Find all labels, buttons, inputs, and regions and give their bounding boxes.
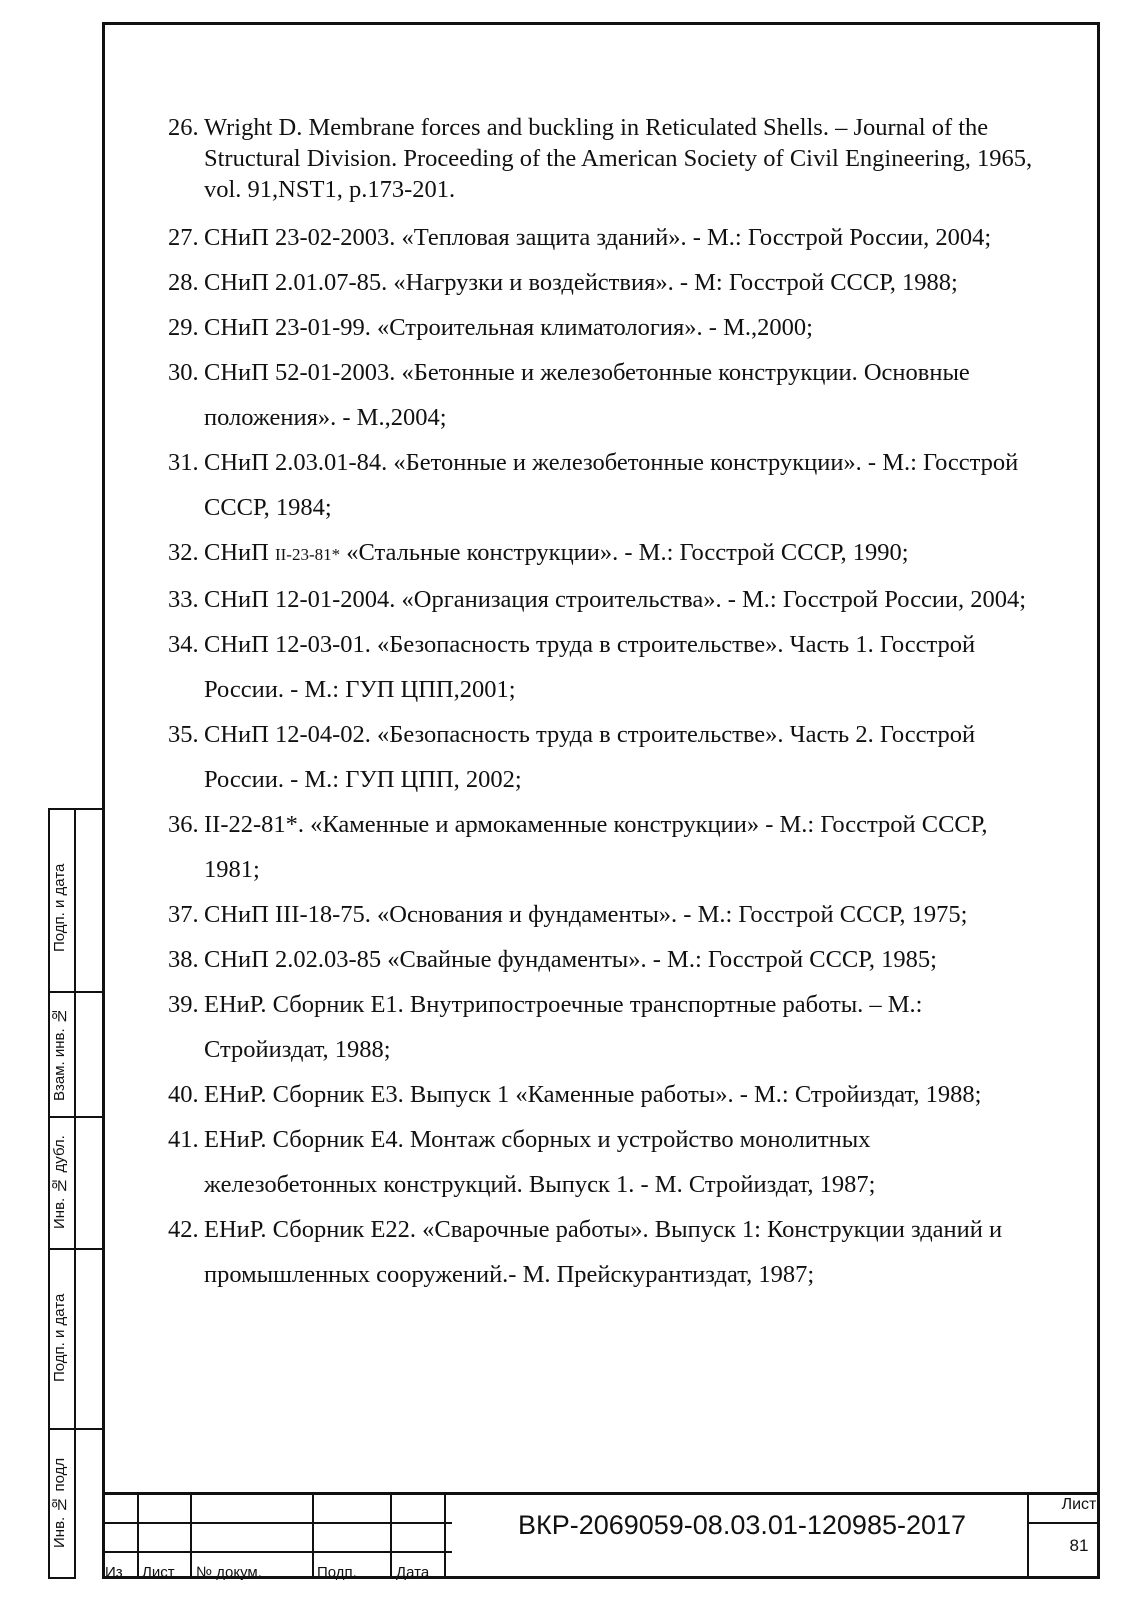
reference-item xyxy=(168,622,1048,712)
reference-number: 32. xyxy=(168,539,199,566)
reference-text: СНиП 12-03-01. «Безопасность труда в строительстве». Часть 1. Госстрой России. - М.: ГУП ЦПП,2001; xyxy=(204,631,976,703)
reference-number: 27. xyxy=(168,224,199,251)
reference-item xyxy=(168,440,1048,530)
document-code: ВКР-2069059-08.03.01-120985-2017 xyxy=(517,1510,967,1540)
reference-item xyxy=(168,1072,1048,1117)
reference-item xyxy=(168,577,1048,622)
reference-text: ЕНиР. Сборник Е22. «Сварочные работы». Выпуск 1: Конструкции зданий и промышленных сооружений.- М. Прейскурантиздат, 1987; xyxy=(204,1216,1003,1288)
reference-item xyxy=(168,350,1048,440)
reference-text: ЕНиР. Сборник Е4. Монтаж сборных и устройство монолитных железобетонных конструкций. Выпуск 1. - М. Стройиздат, 1987; xyxy=(204,1126,876,1198)
reference-number: 29. xyxy=(168,314,199,341)
stamp-col-data: Дата xyxy=(396,1564,430,1581)
reference-number: 33. xyxy=(168,586,199,613)
reference-number: 28. xyxy=(168,269,199,296)
side-label-inv-dubl: Инв. № дубл. xyxy=(51,1135,68,1229)
reference-number: 37. xyxy=(168,901,199,928)
reference-text: СНиП 2.03.01-84. «Бетонные и железобетонные конструкции». - М.: Госстрой СССР, 1984; xyxy=(204,449,1019,521)
reference-item xyxy=(168,305,1048,350)
reference-item xyxy=(168,112,1048,205)
reference-text: II-22-81*. «Каменные и армокаменные конструкции» - М.: Госстрой СССР, 1981; xyxy=(204,811,988,883)
reference-text: СНиП 12-01-2004. «Организация строительства». - М.: Госстрой России, 2004; xyxy=(204,586,1027,613)
side-label-podp-data-2: Подп. и дата xyxy=(51,1293,68,1383)
reference-item xyxy=(168,1207,1048,1297)
reference-text: СНиП 12-04-02. «Безопасность труда в строительстве». Часть 2. Госстрой России. - М.: ГУП ЦПП, 2002; xyxy=(204,721,976,793)
reference-item xyxy=(168,937,1048,982)
side-label-podp-data-1: Подп. и дата xyxy=(51,863,68,953)
reference-text: СНиП xyxy=(204,539,275,566)
reference-number: 34. xyxy=(168,631,199,658)
reference-text: ЕНиР. Сборник Е1. Внутрипостроечные транспортные работы. – М.: Стройиздат, 1988; xyxy=(204,991,923,1063)
sheet-label: Лист xyxy=(1061,1496,1097,1513)
side-label-vzam-inv: Взам. инв. № xyxy=(51,1007,68,1101)
reference-number: 36. xyxy=(168,811,199,838)
reference-item xyxy=(168,1117,1048,1207)
side-label-inv-podl: Инв. № подл xyxy=(51,1457,68,1549)
reference-item xyxy=(168,802,1048,892)
reference-item xyxy=(168,892,1048,937)
reference-item xyxy=(168,530,1048,577)
reference-text: СНиП 23-02-2003. «Тепловая защита зданий». - М.: Госстрой России, 2004; xyxy=(204,224,992,251)
reference-item xyxy=(168,982,1048,1072)
reference-number: 26. xyxy=(168,114,199,141)
stamp-col-iz: Из xyxy=(105,1564,123,1581)
reference-list xyxy=(168,112,1048,1297)
reference-number: 39. xyxy=(168,991,199,1018)
reference-text: СНиП 2.01.07-85. «Нагрузки и воздействия». - М: Госстрой СССР, 1988; xyxy=(204,269,958,296)
reference-number: 41. xyxy=(168,1126,199,1153)
reference-text: Wright D. Membrane forces and buckling in Reticulated Shells. – Journal of the Structural Division. Proceeding of the American Society of Civil Engineering, 1965, vol. 91,NST1, p.173-201. xyxy=(204,114,1033,203)
reference-number: 42. xyxy=(168,1216,199,1243)
reference-text: СНиП 2.02.03-85 «Свайные фундаменты». - М.: Госстрой СССР, 1985; xyxy=(204,946,937,973)
side-stamp xyxy=(48,808,104,1579)
reference-text: «Стальные конструкции». - М.: Госстрой СССР, 1990; xyxy=(340,539,909,566)
reference-number: 31. xyxy=(168,449,199,476)
stamp-col-podp: Подп. xyxy=(317,1564,357,1581)
reference-text: СНиП III-18-75. «Основания и фундаменты». - М.: Госстрой СССР, 1975; xyxy=(204,901,968,928)
reference-item xyxy=(168,260,1048,305)
reference-text: II-23-81* xyxy=(274,545,341,564)
reference-item xyxy=(168,712,1048,802)
reference-number: 30. xyxy=(168,359,199,386)
reference-number: 38. xyxy=(168,946,199,973)
reference-text: СНиП 23-01-99. «Строительная климатология». - М.,2000; xyxy=(204,314,813,341)
reference-text: СНиП 52-01-2003. «Бетонные и железобетонные конструкции. Основные положения». - М.,2004; xyxy=(204,359,970,431)
sheet-number: 81 xyxy=(1069,1536,1089,1555)
reference-item xyxy=(168,215,1048,260)
reference-number: 35. xyxy=(168,721,199,748)
stamp-col-doc: № докум. xyxy=(196,1564,262,1581)
reference-number: 40. xyxy=(168,1081,199,1108)
stamp-col-list: Лист xyxy=(142,1564,175,1581)
reference-text: ЕНиР. Сборник Е3. Выпуск 1 «Каменные работы». - М.: Стройиздат, 1988; xyxy=(204,1081,982,1108)
